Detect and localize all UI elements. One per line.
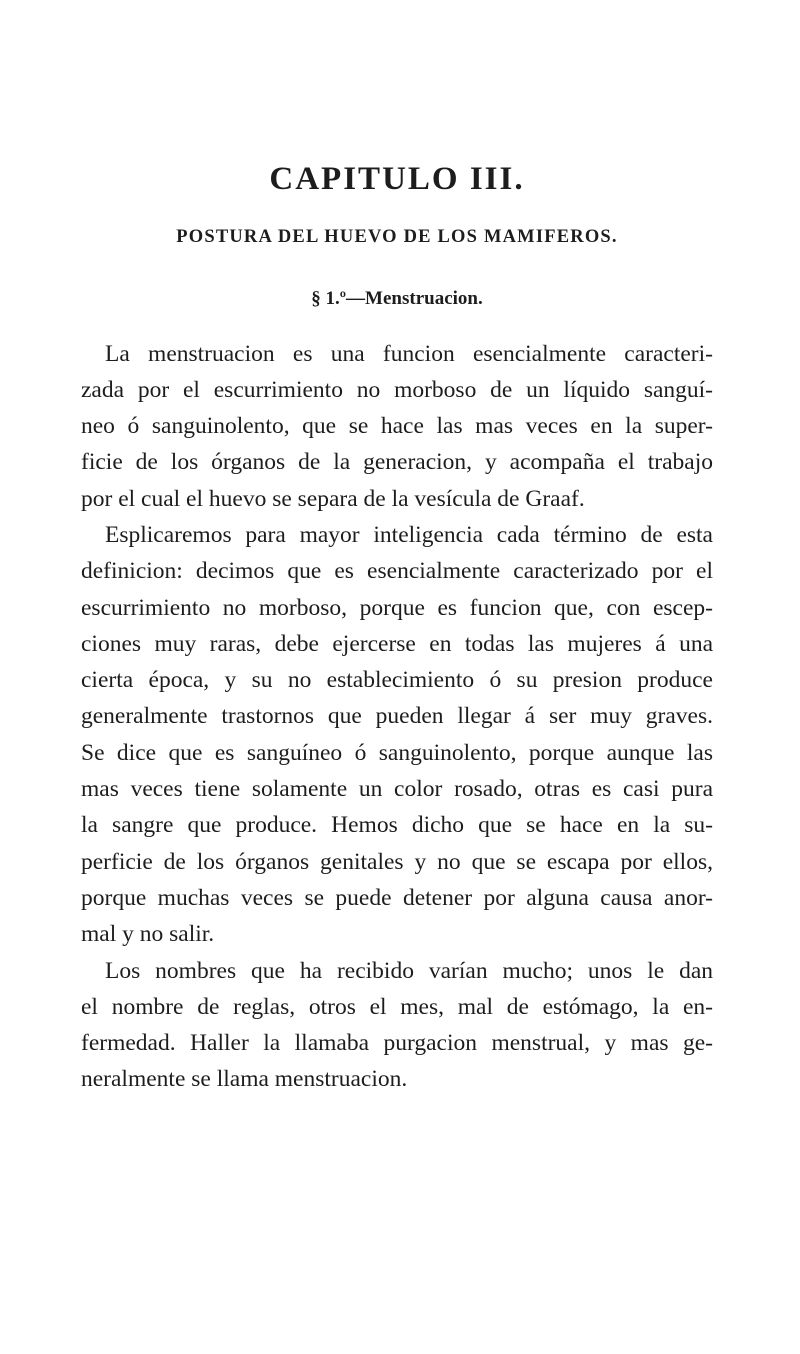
chapter-title: CAPITULO III. <box>269 161 525 197</box>
text-line: mas veces tiene solamente un color rosado, otras es casi pura <box>81 776 713 803</box>
text-line: el nombre de reglas, otros el mes, mal de estómago, la en- <box>81 993 713 1020</box>
text-line: Esplicaremos para mayor inteligencia cada término de esta <box>105 521 713 548</box>
text-line: mal y no salir. <box>81 921 215 948</box>
paragraph-definition <box>81 336 713 517</box>
section-heading: § 1.º—Menstruacion. <box>311 287 483 309</box>
text-line: cierta época, y su no establecimiento ó su presion produce <box>81 667 713 694</box>
text-line: por el cual el huevo se separa de la vesícula de Graaf. <box>81 485 585 512</box>
text-line: La menstruacion es una funcion esencialmente caracteri- <box>105 340 713 367</box>
text-line: escurrimiento no morboso, porque es funcion que, con escep- <box>81 594 713 621</box>
text-line: la sangre que produce. Hemos dicho que se hace en la su- <box>81 812 713 839</box>
text-line: neralmente se llama menstruacion. <box>81 1066 408 1093</box>
text-line: fermedad. Haller la llamaba purgacion menstrual, y mas ge- <box>81 1030 713 1057</box>
text-line: ciones muy raras, debe ejercerse en todas las mujeres á una <box>81 630 713 657</box>
text-line: definicion: decimos que es esencialmente caracterizado por el <box>81 558 713 585</box>
text-line: Los nombres que ha recibido varían mucho; unos le dan <box>105 957 713 984</box>
text-line: ficie de los órganos de la generacion, y acompaña el trabajo <box>81 449 713 476</box>
chapter-subtitle: POSTURA DEL HUEVO DE LOS MAMIFEROS. <box>176 227 618 247</box>
paragraph-names <box>81 953 713 1098</box>
text-line: zada por el escurrimiento no morboso de un líquido sanguí- <box>81 376 713 403</box>
text-line: generalmente trastornos que pueden llegar á ser muy graves. <box>81 703 713 730</box>
text-line: neo ó sanguinolento, que se hace las mas veces en la super- <box>81 413 713 440</box>
paragraph-explanation <box>81 517 713 953</box>
text-line: Se dice que es sanguíneo ó sanguinolento, porque aunque las <box>81 739 713 766</box>
text-line: porque muchas veces se puede detener por alguna causa anor- <box>81 884 713 911</box>
text-line: perficie de los órganos genitales y no que se escapa por ellos, <box>81 848 713 875</box>
